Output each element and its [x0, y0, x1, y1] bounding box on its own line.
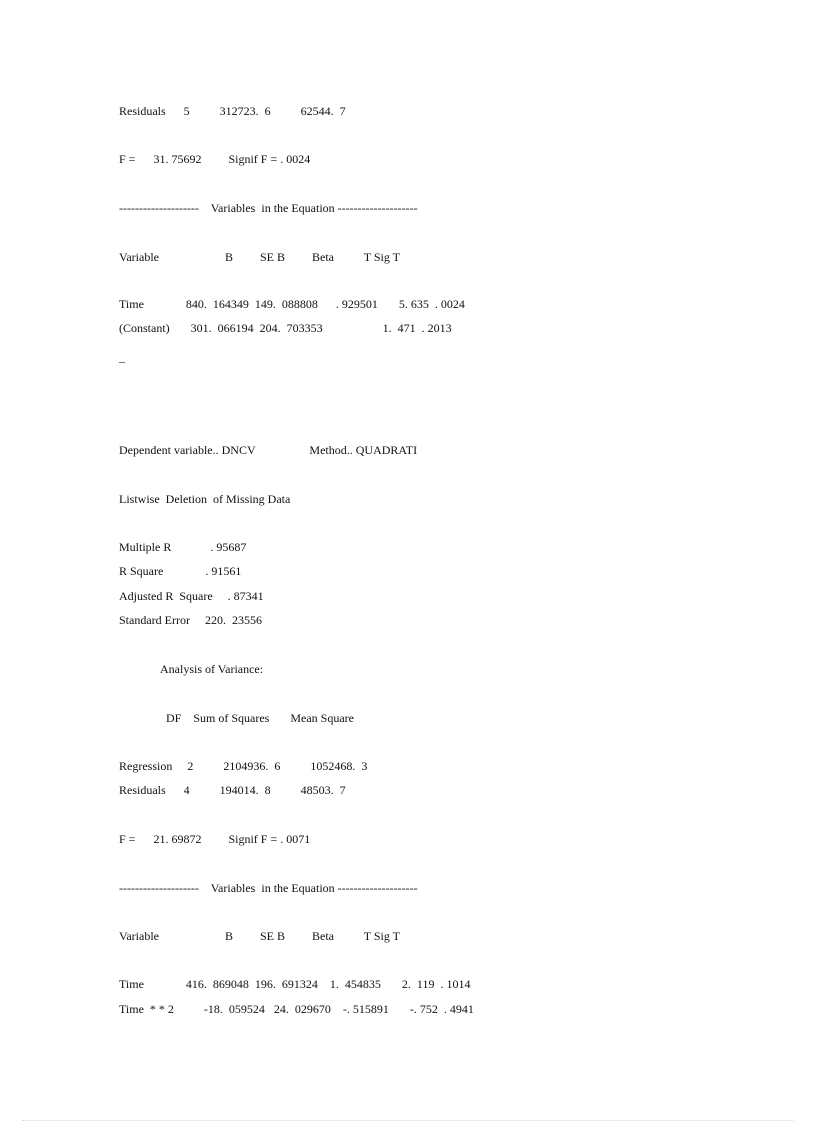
standard-error-line: Standard Error 220. 23556	[119, 613, 262, 627]
listwise-deletion-line: Listwise Deletion of Missing Data	[119, 492, 291, 506]
dependent-variable-line: Dependent variable.. DNCV Method.. QUADRATI	[119, 443, 418, 457]
row-time-squared: Time * * 2 -18. 059524 24. 029670 -. 515891 -. 752 . 4941	[119, 1002, 474, 1016]
multiple-r-line: Multiple R . 95687	[119, 540, 247, 554]
row-time: Time 840. 164349 149. 088808 . 929501 5. 635 . 0024	[119, 297, 465, 311]
f-statistic-line: F = 31. 75692 Signif F = . 0024	[119, 152, 311, 166]
page-bottom-divider	[22, 1120, 794, 1121]
cursor-mark: _	[119, 350, 125, 364]
r-square-line: R Square . 91561	[119, 564, 242, 578]
row-constant: (Constant) 301. 066194 204. 703353 1. 471 . 2013	[119, 321, 452, 335]
anova-column-header: DF Sum of Squares Mean Square	[166, 711, 354, 725]
anova-title: Analysis of Variance:	[160, 662, 264, 676]
residuals-row-2: Residuals 4 194014. 8 48503. 7	[119, 783, 346, 797]
adjusted-r-square-line: Adjusted R Square . 87341	[119, 589, 264, 603]
variables-header-2: -------------------- Variables in the Equation --------------------	[119, 881, 418, 895]
column-header-2: Variable B SE B Beta T Sig T	[119, 929, 400, 943]
row-time-2: Time 416. 869048 196. 691324 1. 454835 2. 119 . 1014	[119, 977, 471, 991]
residuals-row: Residuals 5 312723. 6 62544. 7	[119, 104, 346, 118]
f-statistic-line-2: F = 21. 69872 Signif F = . 0071	[119, 832, 311, 846]
variables-header: -------------------- Variables in the Equation --------------------	[119, 201, 418, 215]
regression-row: Regression 2 2104936. 6 1052468. 3	[119, 759, 368, 773]
column-header: Variable B SE B Beta T Sig T	[119, 250, 400, 264]
